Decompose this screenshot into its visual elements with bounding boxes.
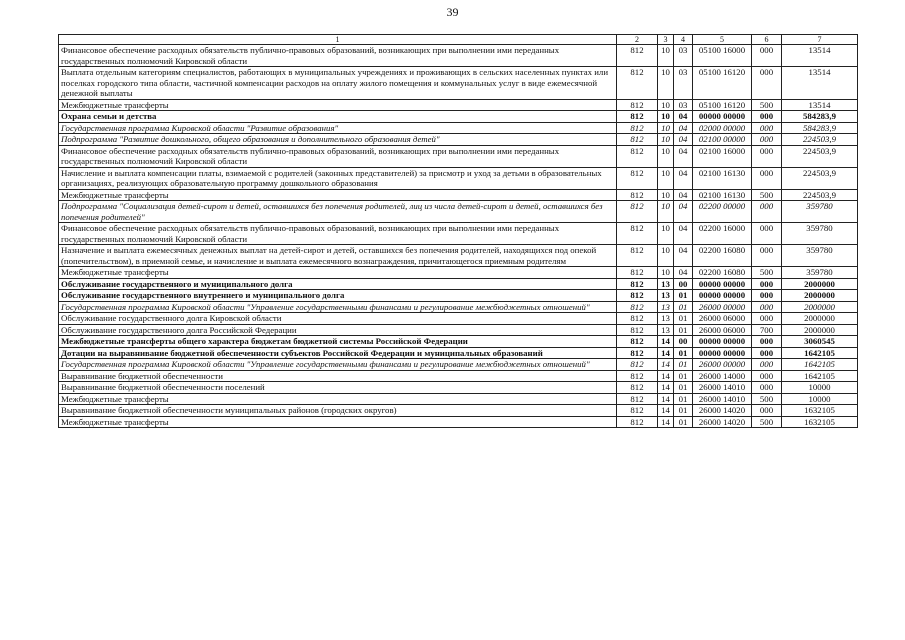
expense-type-cell: 000: [752, 134, 782, 146]
row-name-cell: Межбюджетные трансферты: [59, 267, 617, 279]
section-cell: 10: [658, 45, 674, 67]
section-cell: 13: [658, 313, 674, 325]
expense-type-cell: 500: [752, 189, 782, 201]
section-cell: 10: [658, 267, 674, 279]
code-cell: 812: [617, 45, 658, 67]
target-article-cell: 05100 16120: [693, 67, 752, 100]
row-name-cell: Финансовое обеспечение расходных обязательств публично-правовых образований, возникающих при выполнении ими переданных государственных полномочий Кировской области: [59, 223, 617, 245]
column-header: 2: [617, 35, 658, 45]
table-row: [59, 416, 858, 428]
amount-cell: 1642105: [782, 347, 858, 359]
row-name-cell: Дотации на выравнивание бюджетной обеспеченности субъектов Российской Федерации и муниципальных образований: [59, 347, 617, 359]
expense-type-cell: 000: [752, 301, 782, 313]
code-cell: 812: [617, 189, 658, 201]
target-article-cell: 02100 16130: [693, 167, 752, 189]
code-cell: 812: [617, 145, 658, 167]
section-cell: 10: [658, 134, 674, 146]
amount-cell: 2000000: [782, 301, 858, 313]
amount-cell: 10000: [782, 393, 858, 405]
row-name-cell: Межбюджетные трансферты: [59, 393, 617, 405]
table-row: [59, 223, 858, 245]
section-cell: 10: [658, 167, 674, 189]
row-name-cell: Обслуживание государственного и муниципального долга: [59, 278, 617, 290]
amount-cell: 359780: [782, 201, 858, 223]
expense-type-cell: 000: [752, 347, 782, 359]
table-row: [59, 201, 858, 223]
subsection-cell: 04: [674, 267, 693, 279]
row-name-cell: Государственная программа Кировской области "Развитие образования": [59, 122, 617, 134]
subsection-cell: 01: [674, 347, 693, 359]
code-cell: 812: [617, 245, 658, 267]
subsection-cell: 01: [674, 301, 693, 313]
section-cell: 13: [658, 324, 674, 336]
table-row: [59, 45, 858, 67]
table-row: [59, 111, 858, 123]
code-cell: 812: [617, 122, 658, 134]
expense-type-cell: 500: [752, 416, 782, 428]
amount-cell: 1642105: [782, 359, 858, 371]
target-article-cell: 02200 16080: [693, 267, 752, 279]
code-cell: 812: [617, 301, 658, 313]
column-header: 3: [658, 35, 674, 45]
target-article-cell: 26000 06000: [693, 313, 752, 325]
amount-cell: 13514: [782, 45, 858, 67]
target-article-cell: 26000 00000: [693, 359, 752, 371]
row-name-cell: Межбюджетные трансферты: [59, 189, 617, 201]
column-header: 6: [752, 35, 782, 45]
expense-type-cell: 000: [752, 382, 782, 394]
code-cell: 812: [617, 201, 658, 223]
subsection-cell: 01: [674, 313, 693, 325]
target-article-cell: 05100 16120: [693, 99, 752, 111]
expense-type-cell: 000: [752, 145, 782, 167]
subsection-cell: 01: [674, 393, 693, 405]
expense-type-cell: 000: [752, 67, 782, 100]
code-cell: 812: [617, 382, 658, 394]
target-article-cell: 00000 00000: [693, 347, 752, 359]
code-cell: 812: [617, 278, 658, 290]
row-name-cell: Межбюджетные трансферты: [59, 416, 617, 428]
section-cell: 10: [658, 67, 674, 100]
section-cell: 14: [658, 405, 674, 417]
expense-type-cell: 000: [752, 167, 782, 189]
code-cell: 812: [617, 359, 658, 371]
subsection-cell: 01: [674, 359, 693, 371]
expense-type-cell: 700: [752, 324, 782, 336]
table-row: [59, 122, 858, 134]
code-cell: 812: [617, 134, 658, 146]
code-cell: 812: [617, 347, 658, 359]
expense-type-cell: 000: [752, 290, 782, 302]
code-cell: 812: [617, 336, 658, 348]
subsection-cell: 00: [674, 336, 693, 348]
amount-cell: 2000000: [782, 324, 858, 336]
section-cell: 13: [658, 278, 674, 290]
table-row: [59, 370, 858, 382]
target-article-cell: 02200 00000: [693, 201, 752, 223]
code-cell: 812: [617, 167, 658, 189]
code-cell: 812: [617, 416, 658, 428]
expense-type-cell: 000: [752, 370, 782, 382]
section-cell: 10: [658, 189, 674, 201]
section-cell: 14: [658, 416, 674, 428]
target-article-cell: 26000 14020: [693, 416, 752, 428]
row-name-cell: Подпрограмма "Социализация детей-сирот и детей, оставшихся без попечения родителей, лиц из числа детей-сирот и детей, оставшихся без попечения родителей": [59, 201, 617, 223]
table-row: [59, 313, 858, 325]
section-cell: 10: [658, 245, 674, 267]
code-cell: 812: [617, 393, 658, 405]
amount-cell: 13514: [782, 67, 858, 100]
target-article-cell: 26000 14020: [693, 405, 752, 417]
row-name-cell: Межбюджетные трансферты общего характера бюджетам бюджетной системы Российской Федерации: [59, 336, 617, 348]
row-name-cell: Выравнивание бюджетной обеспеченности муниципальных районов (городских округов): [59, 405, 617, 417]
section-cell: 10: [658, 122, 674, 134]
target-article-cell: 26000 06000: [693, 324, 752, 336]
amount-cell: 584283,9: [782, 122, 858, 134]
amount-cell: 1642105: [782, 370, 858, 382]
expense-type-cell: 000: [752, 245, 782, 267]
section-cell: 10: [658, 145, 674, 167]
target-article-cell: 00000 00000: [693, 290, 752, 302]
table-row: [59, 189, 858, 201]
row-name-cell: Обслуживание государственного долга Российской Федерации: [59, 324, 617, 336]
table-row: [59, 145, 858, 167]
row-name-cell: Финансовое обеспечение расходных обязательств публично-правовых образований, возникающих при выполнении ими переданных государственных полномочий Кировской области: [59, 45, 617, 67]
subsection-cell: 01: [674, 370, 693, 382]
subsection-cell: 04: [674, 122, 693, 134]
table-row: [59, 382, 858, 394]
subsection-cell: 01: [674, 290, 693, 302]
row-name-cell: Обслуживание государственного долга Кировской области: [59, 313, 617, 325]
row-name-cell: Выравнивание бюджетной обеспеченности поселений: [59, 382, 617, 394]
code-cell: 812: [617, 324, 658, 336]
subsection-cell: 04: [674, 134, 693, 146]
expense-type-cell: 000: [752, 201, 782, 223]
row-name-cell: Государственная программа Кировской области "Управление государственными финансами и регулирование межбюджетных отношений": [59, 301, 617, 313]
target-article-cell: 26000 14000: [693, 370, 752, 382]
section-cell: 14: [658, 347, 674, 359]
target-article-cell: 26000 14010: [693, 382, 752, 394]
table-row: [59, 134, 858, 146]
subsection-cell: 03: [674, 99, 693, 111]
table-row: [59, 405, 858, 417]
subsection-cell: 03: [674, 45, 693, 67]
row-name-cell: Выравнивание бюджетной обеспеченности: [59, 370, 617, 382]
code-cell: 812: [617, 111, 658, 123]
table-row: [59, 301, 858, 313]
section-cell: 14: [658, 393, 674, 405]
subsection-cell: 04: [674, 145, 693, 167]
row-name-cell: Обслуживание государственного внутреннего и муниципального долга: [59, 290, 617, 302]
table-row: [59, 347, 858, 359]
target-article-cell: 00000 00000: [693, 336, 752, 348]
amount-cell: 2000000: [782, 278, 858, 290]
target-article-cell: 05100 16000: [693, 45, 752, 67]
table-row: [59, 267, 858, 279]
amount-cell: 13514: [782, 99, 858, 111]
section-cell: 14: [658, 336, 674, 348]
section-cell: 14: [658, 359, 674, 371]
table-row: [59, 290, 858, 302]
section-cell: 10: [658, 201, 674, 223]
column-header: 7: [782, 35, 858, 45]
expense-type-cell: 500: [752, 267, 782, 279]
subsection-cell: 01: [674, 416, 693, 428]
amount-cell: 359780: [782, 267, 858, 279]
subsection-cell: 01: [674, 324, 693, 336]
subsection-cell: 01: [674, 405, 693, 417]
section-cell: 10: [658, 111, 674, 123]
subsection-cell: 04: [674, 223, 693, 245]
table-row: [59, 67, 858, 100]
code-cell: 812: [617, 313, 658, 325]
expense-type-cell: 000: [752, 278, 782, 290]
target-article-cell: 26000 00000: [693, 301, 752, 313]
table-row: [59, 278, 858, 290]
target-article-cell: 02200 16000: [693, 223, 752, 245]
header-row: [59, 35, 858, 45]
section-cell: 14: [658, 382, 674, 394]
row-name-cell: Подпрограмма "Развитие дошкольного, общего образования и дополнительного образования детей": [59, 134, 617, 146]
table-row: [59, 245, 858, 267]
column-header: 5: [693, 35, 752, 45]
column-header: 1: [59, 35, 617, 45]
section-cell: 13: [658, 301, 674, 313]
table-row: [59, 99, 858, 111]
code-cell: 812: [617, 290, 658, 302]
amount-cell: 1632105: [782, 416, 858, 428]
target-article-cell: 02100 16130: [693, 189, 752, 201]
amount-cell: 359780: [782, 223, 858, 245]
expense-type-cell: 500: [752, 393, 782, 405]
amount-cell: 2000000: [782, 313, 858, 325]
amount-cell: 359780: [782, 245, 858, 267]
table-row: [59, 336, 858, 348]
code-cell: 812: [617, 267, 658, 279]
subsection-cell: 01: [674, 382, 693, 394]
section-cell: 14: [658, 370, 674, 382]
target-article-cell: 00000 00000: [693, 111, 752, 123]
subsection-cell: 00: [674, 278, 693, 290]
expense-type-cell: 000: [752, 122, 782, 134]
row-name-cell: Охрана семьи и детства: [59, 111, 617, 123]
row-name-cell: Начисление и выплата компенсации платы, взимаемой с родителей (законных представителей) за присмотр и уход за детьми в образовательных организациях, реализующих образовательную программу дошкольного образования: [59, 167, 617, 189]
code-cell: 812: [617, 405, 658, 417]
subsection-cell: 04: [674, 111, 693, 123]
row-name-cell: Государственная программа Кировской области "Управление государственными финансами и регулирование межбюджетных отношений": [59, 359, 617, 371]
subsection-cell: 04: [674, 167, 693, 189]
target-article-cell: 02100 00000: [693, 134, 752, 146]
code-cell: 812: [617, 67, 658, 100]
amount-cell: 224503,9: [782, 134, 858, 146]
row-name-cell: Межбюджетные трансферты: [59, 99, 617, 111]
expense-type-cell: 000: [752, 223, 782, 245]
target-article-cell: 02100 16000: [693, 145, 752, 167]
code-cell: 812: [617, 223, 658, 245]
subsection-cell: 04: [674, 245, 693, 267]
section-cell: 10: [658, 223, 674, 245]
page-number: 39: [446, 5, 459, 19]
table-row: [59, 359, 858, 371]
code-cell: 812: [617, 370, 658, 382]
amount-cell: 3060545: [782, 336, 858, 348]
expense-type-cell: 000: [752, 45, 782, 67]
code-cell: 812: [617, 99, 658, 111]
expense-type-cell: 000: [752, 405, 782, 417]
subsection-cell: 03: [674, 67, 693, 100]
row-name-cell: Финансовое обеспечение расходных обязательств публично-правовых образований, возникающих при выполнении ими переданных государственных полномочий Кировской области: [59, 145, 617, 167]
target-article-cell: 02200 16080: [693, 245, 752, 267]
target-article-cell: 00000 00000: [693, 278, 752, 290]
expense-type-cell: 000: [752, 111, 782, 123]
target-article-cell: 02000 00000: [693, 122, 752, 134]
section-cell: 10: [658, 99, 674, 111]
expense-type-cell: 000: [752, 336, 782, 348]
section-cell: 13: [658, 290, 674, 302]
row-name-cell: Выплата отдельным категориям специалистов, работающих в муниципальных учреждениях и проживающих в сельских населенных пунктах или поселках городского типа области, частичной компенсации расходов на оплату жилого помещения и коммунальных услуг в виде ежемесячной денежной выплаты: [59, 67, 617, 100]
table-row: [59, 167, 858, 189]
amount-cell: 224503,9: [782, 145, 858, 167]
expense-type-cell: 000: [752, 359, 782, 371]
target-article-cell: 26000 14010: [693, 393, 752, 405]
amount-cell: 224503,9: [782, 189, 858, 201]
budget-table: [58, 34, 858, 428]
row-name-cell: Назначение и выплата ежемесячных денежных выплат на детей-сирот и детей, оставшихся без попечения родителей, находящихся под опекой (попечительством), в приемной семье, и начисление и выплата ежемесячного вознаграждения, причитающегося приемным родителям: [59, 245, 617, 267]
amount-cell: 1632105: [782, 405, 858, 417]
amount-cell: 10000: [782, 382, 858, 394]
column-header: 4: [674, 35, 693, 45]
amount-cell: 2000000: [782, 290, 858, 302]
expense-type-cell: 500: [752, 99, 782, 111]
subsection-cell: 04: [674, 189, 693, 201]
expense-type-cell: 000: [752, 313, 782, 325]
amount-cell: 224503,9: [782, 167, 858, 189]
table-row: [59, 324, 858, 336]
table-row: [59, 393, 858, 405]
subsection-cell: 04: [674, 201, 693, 223]
amount-cell: 584283,9: [782, 111, 858, 123]
